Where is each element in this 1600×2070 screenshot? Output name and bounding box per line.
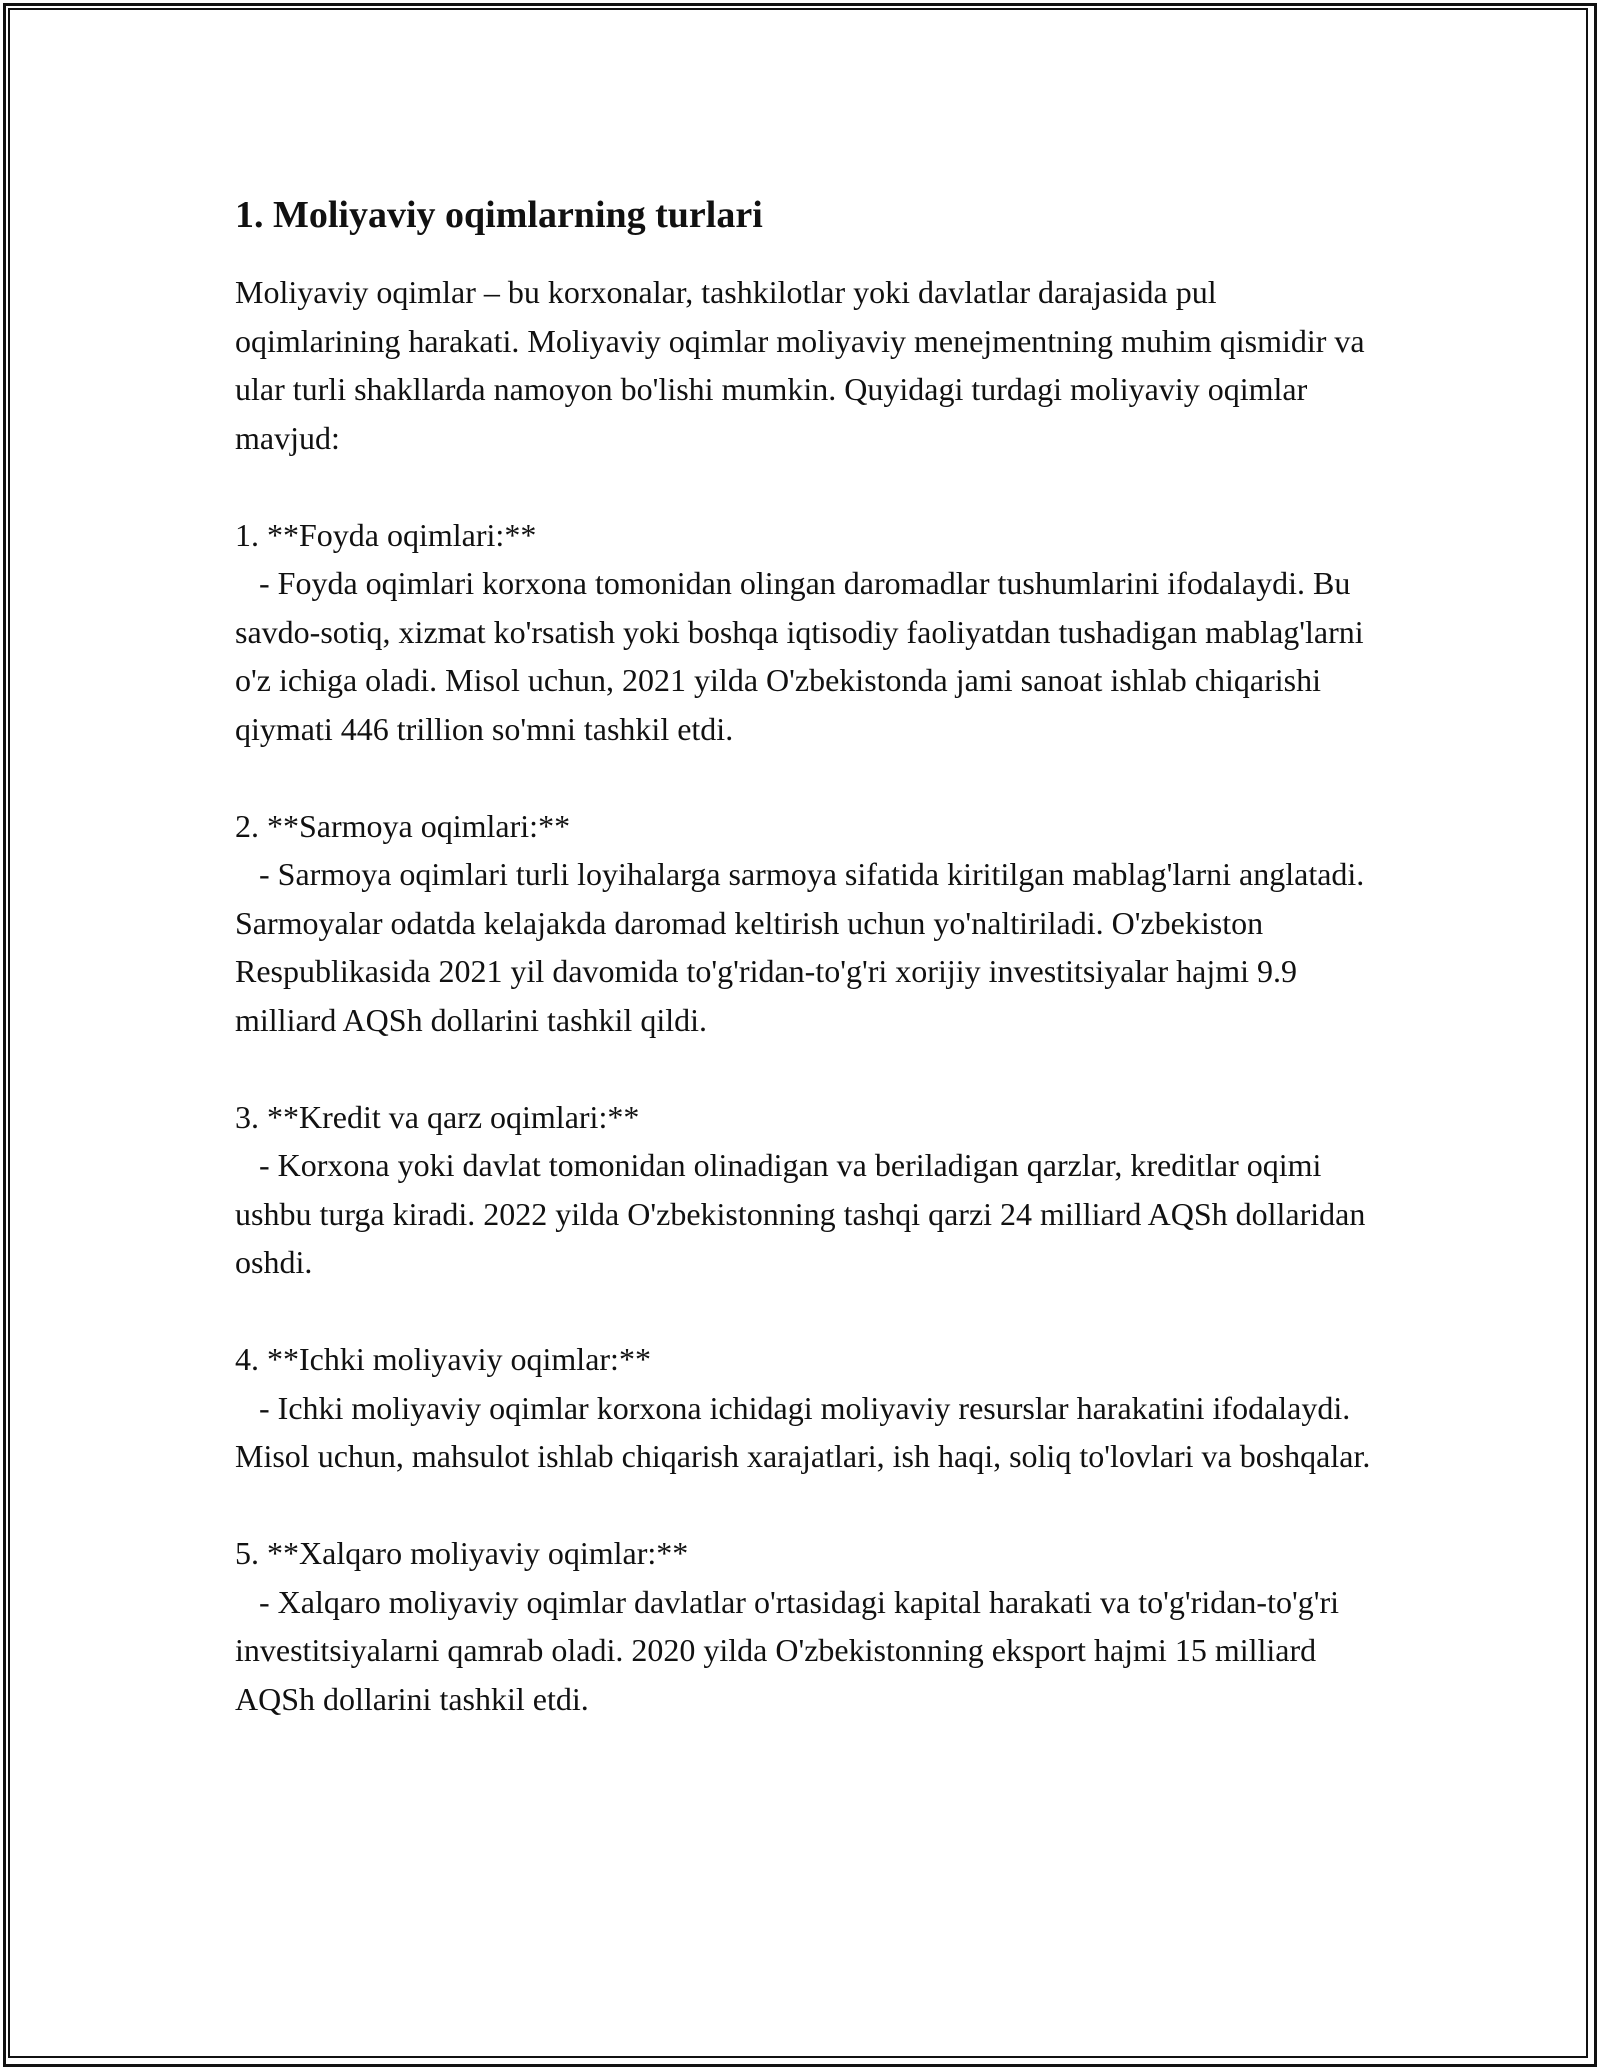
section-body: - Ichki moliyaviy oqimlar korxona ichidagi moliyaviy resurslar harakatini ifodalaydi. Misol uchun, mahsulot ishlab chiqarish xarajatlari, ish haqi, soliq to'lovlari va boshqalar. <box>235 1389 1371 1474</box>
section-foyda-oqimlari <box>235 511 1380 754</box>
section-heading: 3. **Kredit va qarz oqimlari:** <box>235 1098 640 1135</box>
intro-paragraph: Moliyaviy oqimlar – bu korxonalar, tashkilotlar yoki davlatlar darajasida pul oqimlarining harakati. Moliyaviy oqimlar moliyaviy menejmentning muhim qismidir va ular turli shakllarda namoyon bo'lishi mumkin. Quyidagi turdagi moliyaviy oqimlar mavjud: <box>235 274 1365 456</box>
section-heading: 1. **Foyda oqimlari:** <box>235 516 537 553</box>
section-body: - Xalqaro moliyaviy oqimlar davlatlar o'rtasidagi kapital harakati va to'g'ridan-to'g'ri investitsiyalarni qamrab oladi. 2020 yilda O'zbekistonning eksport hajmi 15 milliard AQSh dollarini tashkil etdi. <box>235 1583 1348 1717</box>
section-kredit-qarz-oqimlari <box>235 1093 1380 1287</box>
section-xalqaro-moliyaviy-oqimlar <box>235 1529 1380 1723</box>
section-body: - Foyda oqimlari korxona tomonidan olingan daromadlar tushumlarini ifodalaydi. Bu savdo-sotiq, xizmat ko'rsatish yoki boshqa iqtisodiy faoliyatdan tushadigan mablag'larni o'z ichiga oladi. Misol uchun, 2021 yilda O'zbekistonda jami sanoat ishlab chiqarishi qiymati 446 trillion so'mni tashkil etdi. <box>235 565 1372 747</box>
page-title: 1. Moliyaviy oqimlarning turlari <box>235 194 763 236</box>
section-sarmoya-oqimlari <box>235 802 1380 1045</box>
section-ichki-moliyaviy-oqimlar <box>235 1335 1380 1481</box>
document-body <box>235 188 1380 1772</box>
section-body: - Korxona yoki davlat tomonidan olinadigan va beriladigan qarzlar, kreditlar oqimi ushbu turga kiradi. 2022 yilda O'zbekistonning tashqi qarzi 24 milliard AQSh dollaridan oshdi. <box>235 1147 1374 1280</box>
section-body: - Sarmoya oqimlari turli loyihalarga sarmoya sifatida kiritilgan mablag'larni anglatadi. Sarmoyalar odatda kelajakda daromad keltirish uchun yo'naltiriladi. O'zbekiston Respublikasida 2021 yil davomida to'g'ridan-to'g'ri xorijiy investitsiyalar hajmi 9.9 milliard AQSh dollarini tashkil qildi. <box>235 856 1373 1038</box>
section-heading: 4. **Ichki moliyaviy oqimlar:** <box>235 1341 651 1377</box>
section-heading: 2. **Sarmoya oqimlari:** <box>235 807 571 844</box>
section-heading: 5. **Xalqaro moliyaviy oqimlar:** <box>235 1535 689 1571</box>
